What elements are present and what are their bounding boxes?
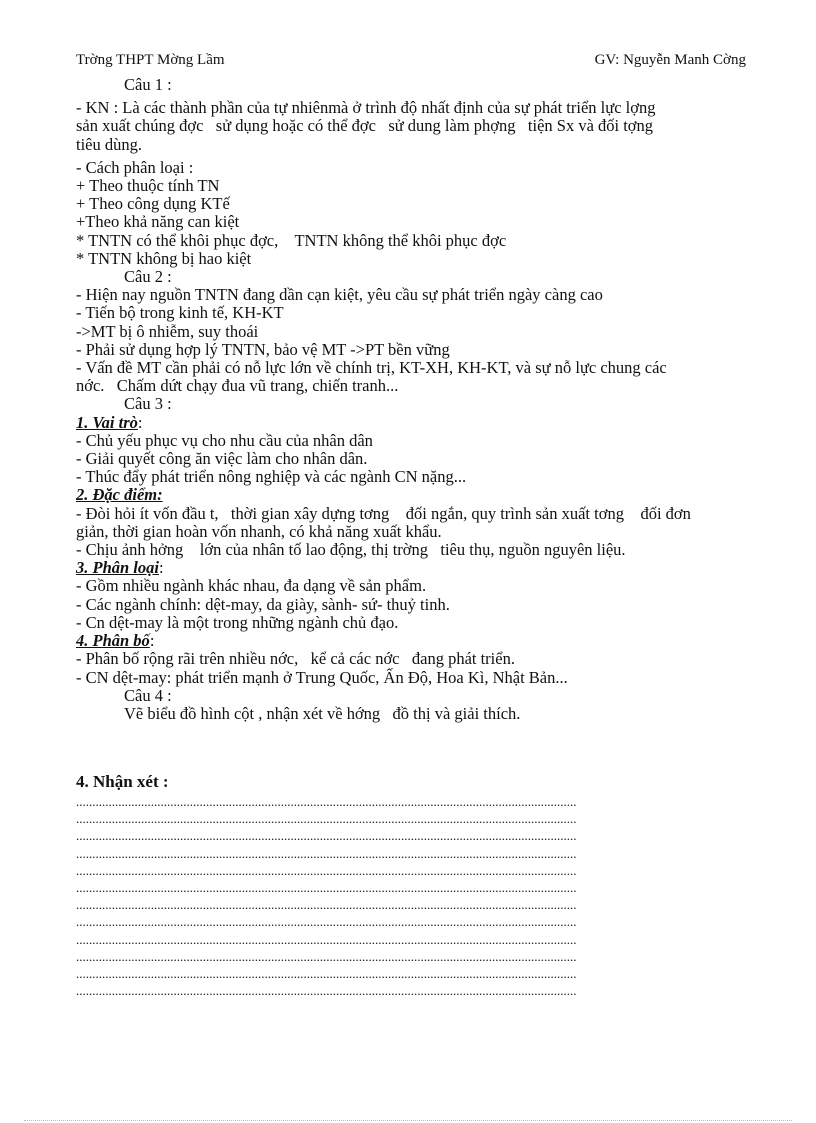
answer-dotted-line: .......................................................................................................................................................... bbox=[76, 880, 577, 896]
answer-dotted-line: .......................................................................................................................................................... bbox=[76, 845, 577, 861]
cau2-line: ->MT bị ô nhiễm, suy thoái bbox=[76, 321, 259, 341]
answer-dotted-line: .......................................................................................................................................................... bbox=[76, 828, 577, 844]
cau1-line: +Theo khả năng can kiệt bbox=[76, 212, 240, 232]
phanbo-line: - Phân bố rộng rãi trên nhiều nớc, kể cả các nớc đang phát triển. bbox=[76, 649, 515, 669]
cau4-title: Câu 4 : bbox=[124, 685, 172, 705]
nhanxet-title: 4. Nhận xét : bbox=[76, 772, 169, 792]
phanloai-line: - Các ngành chính: dệt-may, da giày, sành- sứ- thuỷ tinh. bbox=[76, 594, 450, 614]
answer-dotted-line: .......................................................................................................................................................... bbox=[76, 862, 577, 878]
answer-dotted-line: .......................................................................................................................................................... bbox=[76, 914, 577, 930]
cau2-line: - Phải sử dụng hợp lý TNTN, bảo vệ MT ->PT bền vững bbox=[76, 339, 450, 359]
cau2-title: Câu 2 : bbox=[124, 267, 172, 287]
dacdiem-line: giản, thời gian hoàn vốn nhanh, có khả năng xuất khẩu. bbox=[76, 521, 442, 541]
cau1-line: - KN : Là các thành phần của tự nhiênmà ở trình độ nhất định của sự phát triển lực lợng bbox=[76, 98, 656, 118]
cau1-line: * TNTN không bị hao kiệt bbox=[76, 248, 252, 268]
phanloai-suffix: : bbox=[158, 558, 164, 578]
vaitro-heading-row bbox=[76, 414, 762, 432]
answer-dotted-line: .......................................................................................................................................................... bbox=[76, 897, 577, 913]
answer-dotted-line: .......................................................................................................................................................... bbox=[76, 948, 577, 964]
answer-dotted-line: .......................................................................................................................................................... bbox=[76, 794, 577, 810]
vaitro-suffix: : bbox=[137, 412, 143, 432]
dacdiem-heading-row bbox=[76, 486, 762, 504]
nhanxet-lines bbox=[76, 793, 762, 999]
phanbo-line: - CN dệt-may: phát triển mạnh ở Trung Quốc, Ấn Độ, Hoa Kì, Nhật Bản... bbox=[76, 667, 568, 687]
cau4-line: Vẽ biểu đồ hình cột , nhận xét về hớng đồ thị và giải thích. bbox=[124, 703, 521, 723]
cau1-line: sản xuất chúng đợc sử dụng hoặc có thể đợc sử dung làm phợng tiện Sx và đối tợng bbox=[76, 116, 654, 136]
vaitro-line: - Thúc đẩy phát triển nông nghiệp và các ngành CN nặng... bbox=[76, 467, 467, 487]
cau1-line: + Theo thuộc tính TN bbox=[76, 176, 220, 196]
cau1-line: tiêu dùng. bbox=[76, 134, 142, 154]
cau1-line: * TNTN có thể khôi phục đợc, TNTN không thể khôi phục đợc bbox=[76, 230, 507, 250]
page-bottom-border bbox=[24, 1120, 792, 1121]
school-name: Trờng THPT Mờng Lầm bbox=[76, 52, 225, 68]
page-header bbox=[76, 52, 746, 72]
vaitro-heading: 1. Vai trò bbox=[76, 412, 138, 432]
cau2-line: - Vấn đề MT cần phải có nỗ lực lớn về chính trị, KT-XH, KH-KT, và sự nỗ lực chung các bbox=[76, 358, 667, 378]
phanloai-heading-row bbox=[76, 559, 762, 577]
cau3-title: Câu 3 : bbox=[124, 394, 172, 414]
phanloai-heading: 3. Phân loại bbox=[76, 558, 159, 578]
dacdiem-line: - Đòi hỏi ít vốn đầu t, thời gian xây dựng tơng đối ngắn, quy trình sản xuất tơng đối đơn bbox=[76, 503, 691, 523]
cau1-line: - Cách phân loại : bbox=[76, 157, 194, 177]
answer-dotted-line: .......................................................................................................................................................... bbox=[76, 811, 577, 827]
phanbo-suffix: : bbox=[149, 631, 155, 651]
dacdiem-heading: 2. Đặc điểm: bbox=[76, 485, 163, 505]
answer-dotted-line: .......................................................................................................................................................... bbox=[76, 983, 577, 999]
phanloai-line: - Gồm nhiều ngành khác nhau, đa dạng về sản phẩm. bbox=[76, 576, 427, 596]
phanbo-heading-row bbox=[76, 632, 762, 650]
cau1-line: + Theo công dụng KTế bbox=[76, 194, 230, 214]
phanbo-heading: 4. Phân bố bbox=[76, 631, 150, 651]
document-body bbox=[76, 76, 762, 999]
cau2-line: - Hiện nay nguồn TNTN đang dần cạn kiệt, yêu cầu sự phát triển ngày càng cao bbox=[76, 285, 603, 305]
teacher-name: GV: Nguyễn Manh Cờng bbox=[594, 52, 746, 68]
phanloai-line: - Cn dệt-may là một trong những ngành chủ đạo. bbox=[76, 612, 399, 632]
cau2-line: nớc. Chấm dứt chạy đua vũ trang, chiến tranh... bbox=[76, 376, 399, 396]
dacdiem-line: - Chịu ảnh hởng lớn của nhân tố lao động, thị trờng tiêu thụ, nguồn nguyên liệu. bbox=[76, 540, 626, 560]
answer-dotted-line: .......................................................................................................................................................... bbox=[76, 931, 577, 947]
cau1-title: Câu 1 : bbox=[124, 75, 172, 94]
answer-dotted-line: .......................................................................................................................................................... bbox=[76, 965, 577, 981]
cau2-line: - Tiến bộ trong kinh tế, KH-KT bbox=[76, 303, 284, 323]
vaitro-line: - Chủ yếu phục vụ cho nhu cầu của nhân dân bbox=[76, 430, 373, 450]
vaitro-line: - Giải quyết công ăn việc làm cho nhân dân. bbox=[76, 449, 368, 469]
